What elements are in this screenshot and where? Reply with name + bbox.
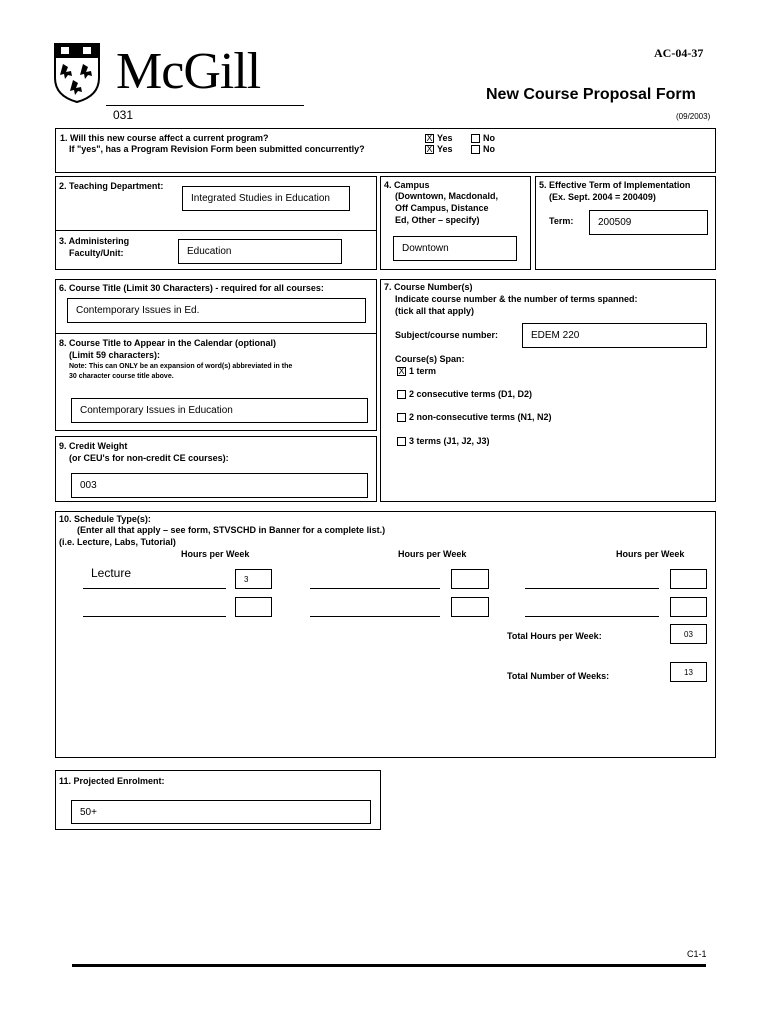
span-2-nonconsecutive-checkbox[interactable] (397, 413, 406, 422)
q6-label: 6. Course Title (Limit 30 Characters) - required for all courses: (59, 283, 324, 293)
calendar-title-field[interactable]: Contemporary Issues in Education (71, 398, 368, 423)
q2-label: 2. Teaching Department: (59, 181, 164, 191)
span-3-terms-checkbox[interactable] (397, 437, 406, 446)
form-title: New Course Proposal Form (486, 86, 696, 103)
q8-label-2: (Limit 59 characters): (69, 350, 161, 360)
q1-revision-no-option[interactable]: No (471, 144, 495, 155)
q5-label: 5. Effective Term of Implementation (539, 180, 691, 190)
hours-field-5[interactable] (451, 597, 489, 617)
q9-label: 9. Credit Weight (59, 441, 128, 451)
hours-header-2: Hours per Week (398, 549, 467, 559)
q11-label: 11. Projected Enrolment: (59, 776, 165, 786)
q4-label: 4. Campus (384, 180, 430, 190)
total-hours-field[interactable]: 03 (670, 624, 707, 644)
total-hours-label: Total Hours per Week: (507, 631, 602, 641)
hours-field-3[interactable] (670, 569, 707, 589)
form-code: AC-04-37 (654, 46, 704, 60)
span-option-1-term[interactable]: X 1 term (398, 366, 437, 377)
mcgill-crest-icon (53, 42, 101, 104)
administering-unit-field[interactable]: Education (178, 239, 342, 264)
q3-label: 3. Administering (59, 236, 130, 246)
q10-label-2: (Enter all that apply – see form, STVSCHD in Banner for a complete list.) (77, 525, 386, 535)
schedule-type-line-2 (310, 588, 440, 589)
hours-header-1: Hours per Week (181, 549, 250, 559)
q9-label-2: (or CEU's for non-credit CE courses): (69, 453, 229, 463)
q1-revision-yes-checkbox[interactable]: X (426, 144, 433, 155)
span-option-2-consecutive[interactable]: 2 consecutive terms (D1, D2) (397, 389, 532, 400)
span-option-3-terms[interactable]: 3 terms (J1, J2, J3) (397, 436, 490, 447)
teaching-department-field[interactable]: Integrated Studies in Education (182, 186, 350, 211)
total-weeks-field[interactable]: 13 (670, 662, 707, 682)
hours-field-2[interactable] (451, 569, 489, 589)
q10-label-3: (i.e. Lecture, Labs, Tutorial) (59, 537, 176, 547)
schedule-type-line-6 (525, 616, 659, 617)
schedule-type-1[interactable]: Lecture (91, 566, 132, 580)
course-number-field[interactable]: EDEM 220 (522, 323, 707, 348)
revision-date: (09/2003) (676, 112, 711, 121)
q7-label-2: Indicate course number & the number of terms spanned: (395, 294, 638, 304)
page-code: C1-1 (687, 949, 707, 959)
schedule-type-line-4 (83, 616, 226, 617)
q1-subquestion: If "yes", has a Program Revision Form been submitted concurrently? (69, 144, 365, 154)
q1-yes-option[interactable]: X Yes (426, 133, 453, 144)
q1-yes-checkbox[interactable]: X (426, 133, 433, 144)
q8-note-2: 30 character course title above. (69, 373, 174, 380)
q2-q3-divider (55, 230, 377, 231)
q8-note: Note: This can ONLY be an expansion of word(s) abbreviated in the (69, 363, 293, 370)
q8-label: 8. Course Title to Appear in the Calendar (optional) (59, 338, 277, 348)
schedule-type-line-3 (525, 588, 659, 589)
q1-no-checkbox[interactable] (471, 134, 480, 143)
q4-label-3: Off Campus, Distance (395, 203, 489, 213)
q1-question: 1. Will this new course affect a current program? (60, 133, 269, 143)
term-label: Term: (549, 216, 574, 226)
span-label: Course(s) Span: (395, 354, 465, 364)
hours-header-3: Hours per Week (616, 549, 685, 559)
hours-field-1[interactable]: 3 (235, 569, 272, 589)
q7-label-3: (tick all that apply) (395, 306, 475, 316)
course-title-field[interactable]: Contemporary Issues in Ed. (67, 298, 366, 323)
span-1-term-checkbox[interactable]: X (398, 366, 405, 377)
q1-revision-yes-option[interactable]: X Yes (426, 144, 453, 155)
q10-label: 10. Schedule Type(s): (59, 514, 151, 524)
hours-field-4[interactable] (235, 597, 272, 617)
term-field[interactable]: 200509 (589, 210, 708, 235)
q4-label-2: (Downtown, Macdonald, (395, 191, 498, 201)
q1-revision-no-checkbox[interactable] (471, 145, 480, 154)
q3-label-2: Faculty/Unit: (69, 248, 124, 258)
footer-rule (72, 964, 706, 967)
logo-wordmark: McGill (116, 43, 261, 100)
subject-label: Subject/course number: (395, 330, 499, 340)
campus-field[interactable]: Downtown (393, 236, 517, 261)
hours-field-6[interactable] (670, 597, 707, 617)
span-2-consecutive-checkbox[interactable] (397, 390, 406, 399)
q5-label-2: (Ex. Sept. 2004 = 200409) (549, 192, 656, 202)
q4-label-4: Ed, Other – specify) (395, 215, 480, 225)
total-weeks-label: Total Number of Weeks: (507, 671, 610, 681)
q1-no-option[interactable]: No (471, 133, 495, 144)
q7-label: 7. Course Number(s) (384, 282, 473, 292)
form-number: 031 (113, 108, 134, 122)
credit-weight-field[interactable]: 003 (71, 473, 368, 498)
logo-rule (106, 105, 304, 106)
projected-enrolment-field[interactable]: 50+ (71, 800, 371, 824)
q6-q8-divider (55, 333, 377, 334)
span-option-2-nonconsecutive[interactable]: 2 non-consecutive terms (N1, N2) (397, 412, 552, 423)
schedule-type-line-1 (83, 588, 226, 589)
schedule-type-line-5 (310, 616, 440, 617)
